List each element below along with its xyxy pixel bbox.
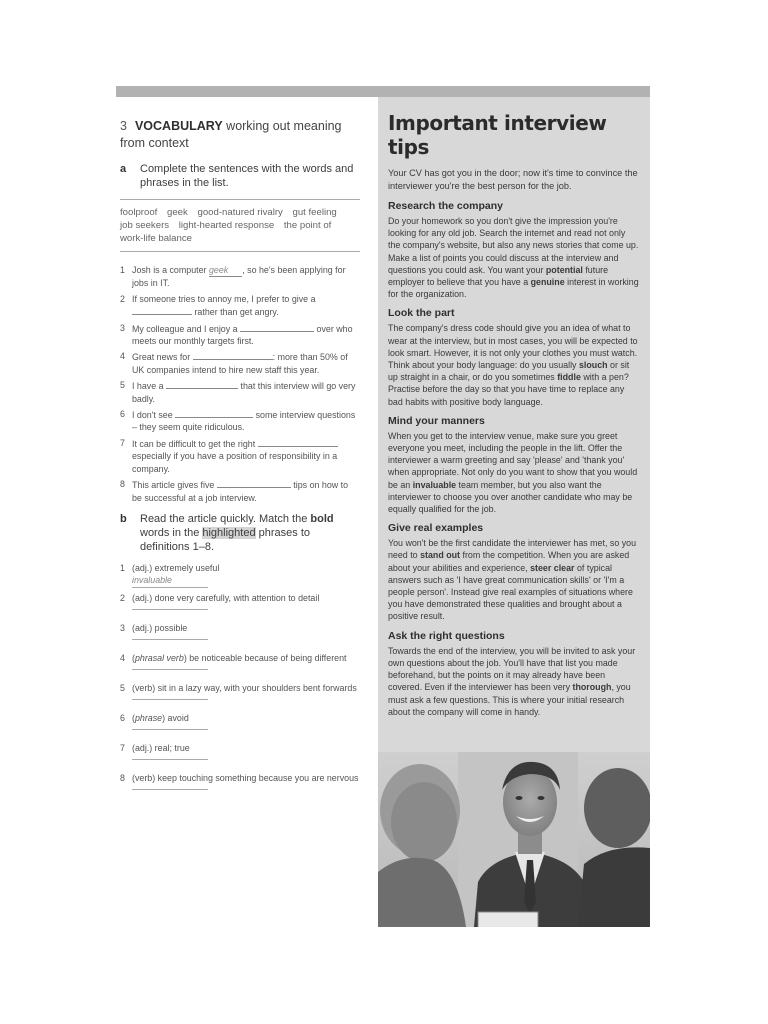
- paragraph-text: , but you also want the interviewer to choose you over another candidate who may be equally qualified for the job.: [388, 479, 633, 515]
- sentence-item: [120, 379, 360, 405]
- section-heading-4: Give real examples: [388, 522, 484, 535]
- definition-meaning: (adj.) possible: [132, 622, 188, 633]
- section-heading-1: Research the company: [388, 200, 503, 212]
- sentence-number: 3: [120, 322, 125, 333]
- task-b-text: [140, 513, 334, 553]
- word-list-item: foolproof: [120, 207, 158, 218]
- definition-text: [132, 623, 187, 633]
- article: [388, 111, 640, 725]
- definition-answer: invaluable: [132, 574, 208, 588]
- answer-line: [132, 664, 208, 670]
- top-banner-bar: [116, 86, 650, 97]
- bold-keyword: genuine: [530, 277, 565, 288]
- sentence-number: 5: [120, 380, 125, 391]
- highlighted-phrase: or sit up straight: [388, 360, 630, 383]
- definition-number: 8: [120, 772, 125, 783]
- word-list-item: work-life balance: [120, 233, 192, 244]
- sentence-text-before: I don't see: [132, 410, 176, 421]
- definition-meaning: (adj.) extremely useful: [132, 562, 220, 573]
- bold-keyword: slouch: [578, 360, 608, 371]
- definition-number: 2: [120, 592, 125, 603]
- sentence-text-before: It can be difficult to get the right: [132, 438, 258, 449]
- definition-meaning: avoid: [165, 712, 189, 723]
- highlighted-phrase: from: [460, 550, 481, 561]
- exercise-column: [120, 118, 360, 802]
- definition-meaning: (adj.) done very carefully, with attention to detail: [132, 592, 320, 603]
- sentence-text-after: that this interview will go very badly.: [132, 381, 356, 404]
- answer-line: [132, 784, 208, 790]
- definition-item: [120, 622, 360, 650]
- paragraph-text: typical answers such as 'I have great communication skills' or 'I'm a people person'. Instead give real examples of situations where you have demonstrated these qualities and brought about a positive result.: [388, 562, 633, 622]
- article-intro: Your CV has got you in the door; now it's time to convince the interviewer you're the best person for the job.: [388, 168, 638, 191]
- paragraph-text: When you get to the interview venue, make sure you greet everyone you meet, including the people in the lift. Offer the interviewer a warm greeting and say 'please' and 'thank you' when appropriate. Not only do you want to show that you would be: [388, 430, 638, 490]
- answer-blank: [193, 350, 273, 360]
- sentence-item: [120, 408, 360, 434]
- definition-item: [120, 742, 360, 770]
- sentence-text-before: If someone tries to annoy me, I prefer to give a: [132, 293, 316, 304]
- section-paragraph: [388, 322, 640, 407]
- sentence-item: [120, 437, 360, 475]
- definition-number: 4: [120, 652, 125, 663]
- definition-text: [132, 743, 190, 753]
- sentence-text-after: over who meets our monthly targets first.: [132, 323, 353, 347]
- task-a-instructions: Complete the sentences with the words and phrases in the list.: [140, 163, 354, 189]
- word-list-item: geek: [167, 207, 188, 218]
- bold-keyword: steer clear: [530, 562, 575, 573]
- task-b-bold-word: bold: [310, 512, 334, 525]
- task-b-letter: b: [120, 512, 127, 525]
- sentence-number: 7: [120, 437, 125, 448]
- sentence-text-after: rather than get angry.: [192, 307, 279, 318]
- definition-item: [120, 712, 360, 740]
- answer-line: [132, 694, 208, 700]
- article-panel: [378, 97, 650, 927]
- bold-keyword: potential: [545, 264, 583, 275]
- section-paragraph: [388, 537, 640, 622]
- sentence-number: 6: [120, 409, 125, 420]
- definition-item: [120, 562, 360, 590]
- section-heading-5: Ask the right questions: [388, 629, 505, 642]
- definition-text: (phrase) avoid: [132, 712, 189, 723]
- task-b-text-3: phrases to definitions 1–8.: [140, 526, 311, 553]
- section-heading-3: Mind your manners: [388, 414, 485, 427]
- sentence-number: 1: [120, 265, 125, 275]
- answer-blank: [175, 408, 253, 418]
- definition-number: 6: [120, 712, 125, 723]
- definition-text: [132, 683, 357, 693]
- task-b-highlight-word: highlighted: [202, 526, 256, 539]
- definition-meaning: (verb) sit in a lazy way, with your shoulders bent forwards: [132, 682, 357, 693]
- bold-keyword: fiddle: [557, 372, 581, 383]
- definition-number: 5: [120, 682, 125, 693]
- section-number: 3: [120, 119, 127, 133]
- definition-text: (phrasal verb) be noticeable because of being different: [132, 652, 347, 663]
- bold-keyword: invaluable: [412, 479, 457, 490]
- sentence-text-after: : more than 50% of UK companies intend to hire new staff this year.: [132, 352, 348, 375]
- word-list-item: gut feeling: [292, 207, 337, 218]
- task-b: [120, 512, 360, 554]
- task-b-text-2: words in the: [140, 526, 203, 539]
- definition-part-of-speech: phrasal verb: [134, 652, 184, 663]
- word-list-item: job seekers: [120, 220, 170, 231]
- definition-item: [120, 592, 360, 620]
- paragraph-text: Do your homework so you don't give the impression you're looking for any old job. Search the internet and read not only the company's website, but also any news stories that come up. Make a list of points you could discuss at the interview and questions you could ask. You want: [388, 216, 639, 275]
- section-heading-2: Look the part: [388, 307, 455, 320]
- answer-blank: [166, 379, 238, 389]
- section-heading: [120, 118, 360, 152]
- bold-keyword: stand out: [420, 550, 461, 561]
- sentence-item: [120, 293, 360, 319]
- article-title: Important interview tips: [388, 111, 607, 159]
- word-list: [120, 199, 360, 252]
- definition-item: [120, 772, 360, 800]
- highlighted-phrase: a: [523, 277, 531, 288]
- sentence-answer: geek: [209, 264, 242, 277]
- paragraph-text: working for the organization.: [388, 277, 639, 300]
- interview-photo-illustration: [378, 752, 650, 927]
- section-paragraph: [388, 430, 640, 515]
- definition-number: 1: [120, 562, 125, 573]
- sentence-text-after: tips on how to be successful at a job interview.: [132, 480, 349, 503]
- paragraph-text: The company's dress code should give you an idea of what to wear at the interview, but in most cases, you will be expected to look smart. However, it is not only your clothes you must watch. Think about your body language: do you usually: [388, 323, 638, 371]
- highlighted-phrase: an: [400, 479, 413, 490]
- task-a-letter: a: [120, 163, 127, 175]
- paragraph-text: , you must ask a few questions. This is where your initial research about the company will come in handy.: [388, 682, 631, 717]
- definition-meaning: be noticeable because of being different: [186, 652, 347, 663]
- sentence-text-after: especially if you have a position of responsibility in a company.: [132, 451, 338, 474]
- sentence-text-before: Josh is a computer: [132, 265, 209, 275]
- sentence-item: [120, 264, 360, 290]
- section-paragraph: [388, 215, 640, 300]
- sentence-list: [120, 264, 360, 504]
- word-list-item: light-hearted response: [178, 220, 275, 231]
- answer-blank: [240, 322, 314, 332]
- answer-line: [132, 754, 208, 760]
- sentence-text-before: Great news for: [132, 352, 193, 363]
- definition-number: 7: [120, 742, 125, 753]
- definition-item: [120, 682, 360, 710]
- word-list-item: the point of: [283, 220, 332, 231]
- answer-blank: [217, 478, 291, 488]
- answer-blank: [132, 305, 192, 315]
- sentence-item: [120, 478, 360, 504]
- sentence-text-before: I have a: [132, 381, 167, 392]
- word-list-item: good-natured rivalry: [197, 207, 283, 218]
- task-b-text-1: Read the article quickly. Match the: [140, 512, 311, 525]
- answer-line: [132, 724, 208, 730]
- definition-list: [120, 562, 360, 800]
- paragraph-text: in a chair, or do you sometimes: [429, 372, 558, 383]
- paragraph-text: Towards the end of the interview, you will be invited to ask your own questions about the job. You'll have that list you made beforehand, but the points on it may already have been covered. Even if the interviewer has been very: [388, 645, 636, 693]
- section-paragraph: [388, 645, 640, 718]
- definition-item: [120, 652, 360, 680]
- task-a: [120, 162, 360, 190]
- sentence-item: [120, 322, 360, 348]
- section-title: working out meaning from context: [120, 119, 342, 150]
- definition-meaning: (verb) keep touching something because you are nervous: [132, 772, 359, 783]
- sentence-item: [120, 350, 360, 376]
- sentence-text-after: some interview questions – they seem quite ridiculous.: [132, 410, 356, 433]
- definition-number: 3: [120, 622, 125, 633]
- paragraph-text: a pen? Practise before the day so that you have time to replace any bad habits with positive body language.: [388, 372, 629, 407]
- answer-line: [132, 634, 208, 640]
- highlighted-phrase: future employer: [388, 264, 609, 288]
- definition-part-of-speech: phrase: [134, 712, 163, 723]
- definition-meaning: (adj.) real; true: [132, 742, 190, 753]
- definition-text: [132, 563, 219, 573]
- highlighted-phrase: your: [526, 264, 546, 275]
- definition-text: [132, 773, 358, 783]
- sentence-number: 4: [120, 351, 125, 362]
- definition-text: [132, 593, 319, 603]
- highlighted-phrase: of: [574, 562, 585, 573]
- sentence-number: 2: [120, 293, 125, 304]
- interview-photo: [378, 752, 650, 927]
- answer-blank: [258, 437, 338, 447]
- bold-keyword: thorough: [572, 682, 612, 693]
- highlighted-phrase: interest in: [564, 277, 606, 288]
- highlighted-phrase: team member: [456, 479, 513, 490]
- paragraph-text: the competition. When you are asked about your abilities and experience,: [388, 550, 630, 573]
- sentence-number: 8: [120, 479, 125, 490]
- sentence-text-before: My colleague and I enjoy a: [132, 323, 241, 334]
- section-title-bold: VOCABULARY: [134, 119, 223, 133]
- answer-line: [132, 604, 208, 610]
- highlighted-phrase: with: [580, 372, 600, 383]
- sentence-text-after: , so he's been applying for jobs in IT.: [132, 265, 346, 289]
- paragraph-text: You won't be the first candidate the interviewer has met, so you need to: [388, 538, 637, 561]
- paragraph-text: to believe that you have: [424, 277, 524, 288]
- sentence-text-before: This article gives five: [132, 480, 217, 491]
